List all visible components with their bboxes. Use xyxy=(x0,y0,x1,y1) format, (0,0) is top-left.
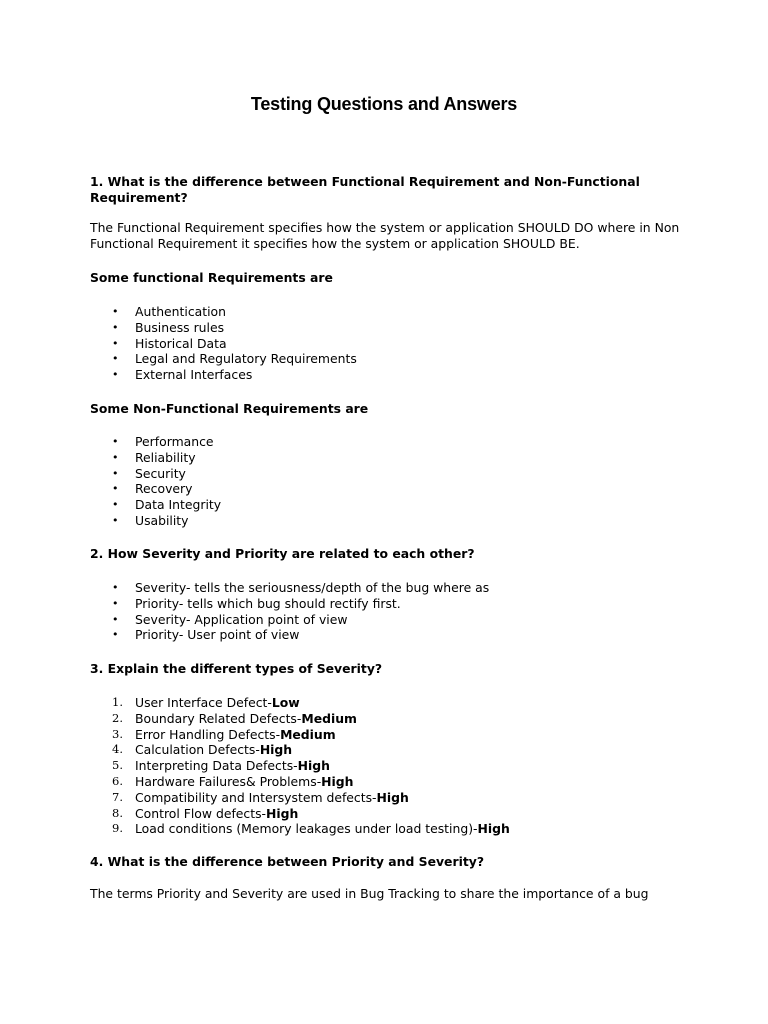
question-4-answer: The terms Priority and Severity are used in Bug Tracking to share the importance of a bug xyxy=(90,886,649,901)
nonfunctional-requirements-list xyxy=(90,434,221,529)
bullet-icon: • xyxy=(112,513,119,527)
bullet-icon: • xyxy=(112,466,119,480)
list-item: • Usability xyxy=(112,512,189,528)
bullet-icon: • xyxy=(112,368,119,382)
list-item: 6. Hardware Failures& Problems-High xyxy=(112,773,354,789)
bullet-icon: • xyxy=(112,435,119,448)
severity-priority-list xyxy=(90,580,489,643)
list-item: • Priority- User point of view xyxy=(112,627,300,643)
list-item: 4. Calculation Defects-High xyxy=(112,742,293,758)
list-item: 8. Control Flow defects-High xyxy=(112,805,299,821)
functional-requirements-list xyxy=(90,304,357,383)
list-item: • Legal and Regulatory Requirements xyxy=(112,351,357,367)
bullet-icon: • xyxy=(112,581,119,594)
bullet-icon: • xyxy=(112,352,119,366)
functional-requirements-heading: Some functional Requirements are xyxy=(90,270,333,285)
list-item: • Recovery xyxy=(112,481,193,497)
bullet-icon: • xyxy=(112,320,119,334)
question-2-heading: 2. How Severity and Priority are related to each other? xyxy=(90,546,475,561)
bullet-icon: • xyxy=(112,450,119,464)
nonfunctional-requirements-heading: Some Non-Functional Requirements are xyxy=(90,401,369,416)
list-item: • Historical Data xyxy=(112,335,227,351)
list-item: • Reliability xyxy=(112,449,196,465)
bullet-icon: • xyxy=(112,482,119,496)
bullet-icon: • xyxy=(112,305,119,318)
list-item: 9. Load conditions (Memory leakages under load testing)-High xyxy=(112,821,510,837)
question-1-heading: 1. What is the difference between Functional Requirement and Non-Functional Requirement? xyxy=(90,174,640,205)
list-item: • Priority- tells which bug should rectify first. xyxy=(112,595,401,611)
list-item: 3. Error Handling Defects-Medium xyxy=(112,726,336,742)
list-item: 5. Interpreting Data Defects-High xyxy=(112,758,330,774)
question-1-answer: The Functional Requirement specifies how the system or application SHOULD DO where in Non Functional Requirement it specifies how the system or application SHOULD BE. xyxy=(90,220,680,251)
list-item: 7. Compatibility and Intersystem defects-High xyxy=(112,789,409,805)
list-item: • Security xyxy=(112,465,186,481)
question-3-heading: 3. Explain the different types of Severity? xyxy=(90,661,383,676)
list-item: • Authentication xyxy=(112,304,226,319)
bullet-icon: • xyxy=(112,612,119,626)
question-4-heading: 4. What is the difference between Priority and Severity? xyxy=(90,854,485,869)
document-title: Testing Questions and Answers xyxy=(250,94,518,114)
bullet-icon: • xyxy=(112,628,119,642)
list-item: 2. Boundary Related Defects-Medium xyxy=(112,710,357,726)
list-item: • Severity- tells the seriousness/depth of the bug where as xyxy=(112,580,490,595)
list-item: • Data Integrity xyxy=(112,497,222,513)
bullet-icon: • xyxy=(112,498,119,512)
bullet-icon: • xyxy=(112,596,119,610)
severity-types-list xyxy=(90,695,510,837)
list-item: • Business rules xyxy=(112,319,225,335)
list-item: 1. User Interface Defect-Low xyxy=(112,695,300,710)
bullet-icon: • xyxy=(112,336,119,350)
list-item: • Severity- Application point of view xyxy=(112,611,348,627)
list-item: • Performance xyxy=(112,434,214,449)
list-item: • External Interfaces xyxy=(112,367,253,383)
